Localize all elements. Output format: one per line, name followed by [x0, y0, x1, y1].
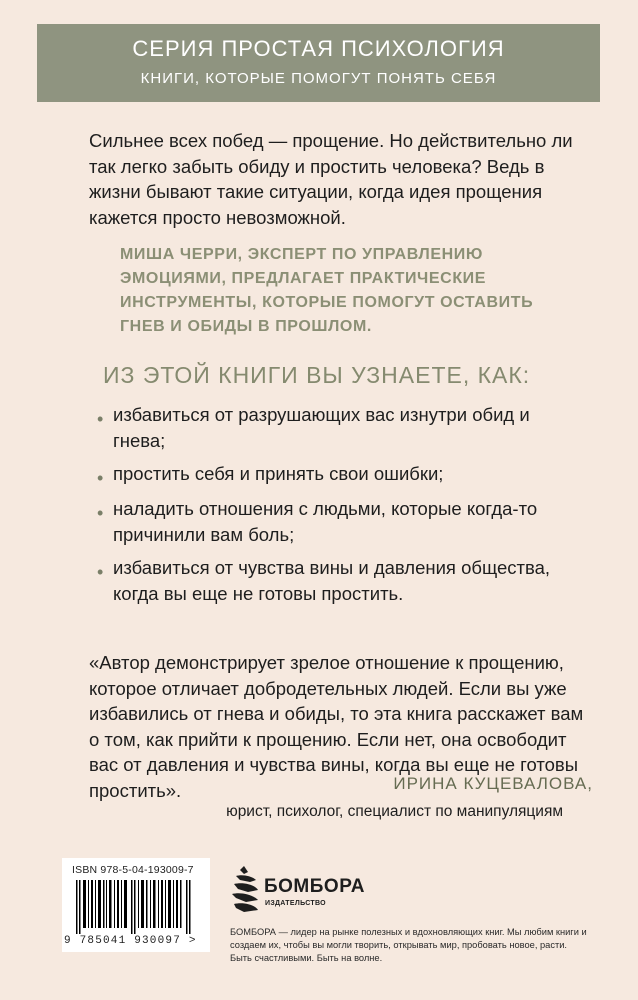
barcode-icon	[76, 880, 196, 934]
publisher-subtitle: ИЗДАТЕЛЬСТВО	[265, 900, 326, 907]
bullet-dot-icon: •	[97, 409, 104, 429]
isbn-label: ISBN 978-5-04-193009-7	[72, 864, 194, 876]
barcode-box	[62, 858, 210, 952]
publisher-description: БОМБОРА — лидер на рынке полезных и вдохновляющих книг. Мы любим книги и создаем их, чтобы вы могли творить, открывать мир, пробовать новое, расти. Быть счастливыми. Быть на волне.	[230, 927, 587, 963]
bullet-text: наладить отношения с людьми, которые когда-то причинили вам боль;	[113, 498, 538, 545]
bullet-text: избавиться от разрушающих вас изнутри обид и гнева;	[113, 404, 530, 451]
bullet-text: простить себя и принять свои ошибки;	[113, 463, 444, 484]
highlight-paragraph: МИША ЧЕРРИ, ЭКСПЕРТ ПО УПРАВЛЕНИЮ ЭМОЦИЯМИ, ПРЕДЛАГАЕТ ПРАКТИЧЕСКИЕ ИНСТРУМЕНТЫ, КОТОРЫЕ ПОМОГУТ ОСТАВИТЬ ГНЕВ И ОБИДЫ В ПРОШЛОМ.	[120, 246, 534, 335]
barcode-digits: 9 785041 930097 >	[64, 935, 197, 947]
series-title: СЕРИЯ ПРОСТАЯ ПСИХОЛОГИЯ	[132, 36, 505, 61]
author-name: ИРИНА КУЦЕВАЛОВА,	[393, 774, 593, 793]
series-banner	[37, 24, 600, 102]
review-quote: «Автор демонстрирует зрелое отношение к прощению, которое отличает добродетельных людей. Если вы уже избавились от гнева и обиды, то эта книга расскажет вам о том, как прийти к прощению. Если нет, она освободит вас от давления и чувства вины, когда вы еще не готовы простить».	[89, 652, 584, 801]
bullet-dot-icon: •	[97, 562, 104, 582]
bullet-dot-icon: •	[97, 468, 104, 488]
intro-paragraph: Сильнее всех побед — прощение. Но действительно ли так легко забыть обиду и простить человека? Ведь в жизни бывают такие ситуации, когда идея прощения кажется просто невозможной.	[89, 130, 573, 228]
series-subtitle: КНИГИ, КОТОРЫЕ ПОМОГУТ ПОНЯТЬ СЕБЯ	[140, 70, 497, 87]
learn-heading: ИЗ ЭТОЙ КНИГИ ВЫ УЗНАЕТЕ, КАК:	[103, 362, 531, 388]
bombora-logo-icon	[230, 862, 260, 916]
bullet-dot-icon: •	[97, 503, 104, 523]
publisher-name: БОМБОРА	[264, 876, 365, 897]
author-role: юрист, психолог, специалист по манипуляциям	[226, 803, 563, 820]
bullet-text: избавиться от чувства вины и давления общества, когда вы еще не готовы простить.	[113, 557, 551, 604]
